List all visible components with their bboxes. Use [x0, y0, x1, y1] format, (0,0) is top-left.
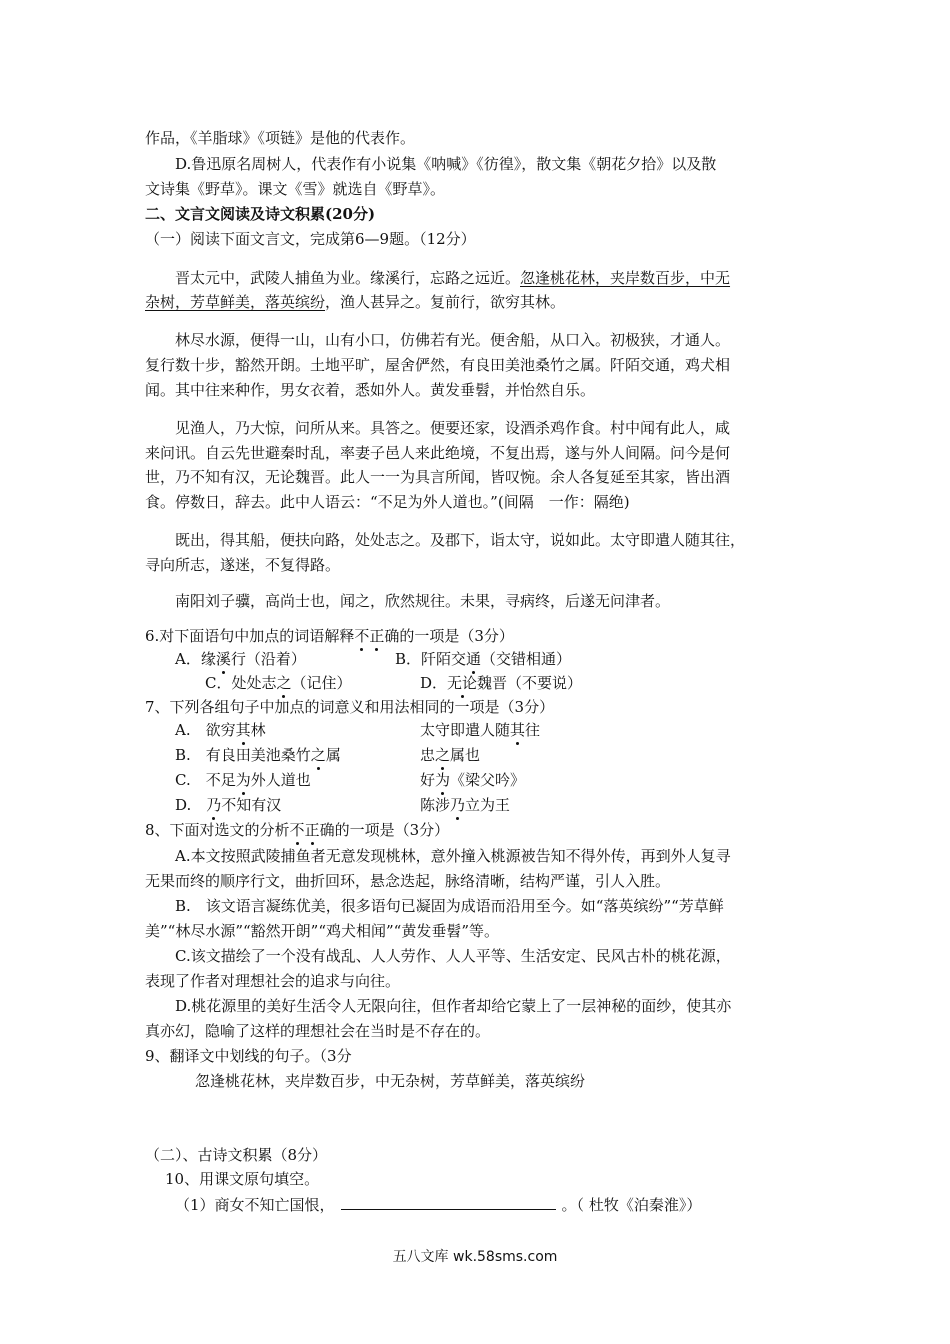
dotted-char: 之 — [435, 746, 451, 764]
option-text: B．阡陌交 — [395, 650, 467, 668]
text-line: D.鲁迅原名周树人，代表作有小说集《呐喊》《彷徨》，散文集《朝花夕拾》以及散 — [175, 155, 717, 173]
fill-in-blank[interactable] — [341, 1195, 556, 1210]
question-8-option-a-cont: 无果而终的顺序行文，曲折回环，悬念迭起，脉络清晰，结构严谨，引人入胜。 — [145, 872, 671, 890]
option-text: 太守即遣人随 — [420, 721, 511, 739]
question-10-item-1 — [175, 1195, 701, 1215]
question-7-option-b-right — [420, 745, 480, 765]
dotted-char: 正 — [304, 821, 320, 839]
question-7-option-a-right — [420, 720, 540, 740]
dotted-char: 之 — [310, 746, 326, 764]
option-text: 忠 — [420, 746, 436, 764]
question-9-stem: 9、翻译文中划线的句子。（3分 — [145, 1047, 352, 1065]
question-6-stem — [145, 626, 514, 646]
question-7-option-a-left — [175, 720, 266, 740]
item-text: （1）商女不知亡国恨， — [175, 1196, 335, 1214]
dotted-char: 乃 — [206, 796, 222, 814]
passage-line — [145, 292, 565, 312]
question-9-sentence: 忽逢桃花林，夹岸数百步，中无杂树，芳草鲜美，落英缤纷 — [195, 1072, 586, 1090]
option-text: C．处处志 — [205, 674, 277, 692]
passage-line: 闻。其中往来种作，男女衣着，悉如外人。黄发垂髫，并怡然自乐。 — [145, 381, 596, 399]
passage-line: 见渔人，乃大惊，问所从来。具答之。便要还家，设酒杀鸡作食。村中闻有此人，咸 — [175, 419, 731, 437]
question-6-option-d — [420, 673, 582, 693]
passage-line: 复行数十步，豁然开朗。土地平旷，屋舍俨然，有良田美池桑竹之属。阡陌交通，鸡犬相 — [145, 356, 731, 374]
dotted-char: 溪 — [215, 650, 231, 668]
passage-line: 南阳刘子骥，高尚士也，闻之，欣然规往。未果，寻病终，后遂无问津者。 — [175, 592, 671, 610]
passage-line — [175, 268, 730, 288]
question-8-option-b-cont: 美”“林尽水源”“豁然开朗”“鸡犬相闻”“黄发垂髫”等。 — [145, 922, 500, 940]
question-8-option-c: C.该文描绘了一个没有战乱、人人劳作、人人平等、生活安定、民风古朴的桃花源， — [175, 947, 731, 965]
stem-text: 确的一项是（3分） — [384, 627, 514, 645]
option-text: A. 欲穷 — [175, 721, 236, 739]
question-7-option-c-left — [175, 770, 311, 790]
question-6-option-c — [205, 673, 352, 693]
question-6-option-b — [395, 649, 571, 669]
option-text: （交错相通） — [481, 650, 572, 668]
question-7-option-b-left — [175, 745, 341, 765]
passage-text: ，渔人甚异之。复前行，欲穷其林。 — [325, 293, 566, 311]
dotted-char: 乃 — [450, 796, 466, 814]
dotted-char: 无论 — [447, 674, 478, 692]
option-text: 陈涉 — [420, 796, 451, 814]
question-7-stem: 7、下列各组句子中加点的词意义和用法相同的一项是（3分） — [145, 698, 555, 716]
question-7-option-d-left — [175, 795, 281, 815]
question-6-option-a — [175, 649, 306, 669]
passage-text: 晋太元中，武陵人捕鱼为业。缘溪行，忘路之远近。 — [175, 269, 521, 287]
question-8-option-d: D.桃花源里的美好生活令人无限向往，但作者却给它蒙上了一层神秘的面纱，使其亦 — [175, 997, 732, 1015]
dotted-char: 为 — [435, 771, 451, 789]
passage-line: 来问讯。自云先世避秦时乱，率妻子邑人来此绝境，不复出焉，遂与外人间隔。问今是何 — [145, 444, 731, 462]
option-text: C. 不足 — [175, 771, 236, 789]
text-line: 文诗集《野草》。课文《雪》就选自《野草》。 — [145, 180, 446, 198]
underlined-sentence: 忽逢桃花林，夹岸数百步，中无 — [520, 269, 731, 287]
option-text: 属 — [325, 746, 341, 764]
option-text: 魏晋（不要说） — [477, 674, 583, 692]
stem-text: 确的一项是（3分） — [319, 821, 450, 839]
passage-line: 食。停数日，辞去。此中人语云：“不足为外人道也。”(间隔 一作：隔绝) — [145, 493, 630, 511]
option-text: 外人道也 — [250, 771, 311, 789]
option-text: 《梁父吟》 — [450, 771, 526, 789]
dotted-char: 之 — [276, 674, 292, 692]
section-heading: 二、文言文阅读及诗文积累(20分) — [145, 205, 376, 223]
stem-text: 6.对下面语句中加点的词语解释 — [145, 627, 355, 645]
question-10-stem: 10、用课文原句填空。 — [165, 1170, 320, 1188]
item-text: 。（ 杜牧《泊秦淮》） — [561, 1196, 702, 1214]
option-text: 不知有汉 — [221, 796, 282, 814]
option-text: D. — [175, 796, 207, 814]
option-text: （记住） — [291, 674, 352, 692]
question-8-option-d-cont: 真亦幻，隐喻了这样的理想社会在当时是不存在的。 — [145, 1022, 491, 1040]
dotted-char: 其 — [235, 721, 251, 739]
dotted-char: 不 — [354, 627, 370, 645]
passage-line: 寻向所志，遂迷，不复得路。 — [145, 556, 341, 574]
page-footer: 五八文库 wk.58sms.com — [392, 1249, 558, 1265]
passage-line: 世，乃不知有汉，无论魏晋。此人一一为具言所闻，皆叹惋。余人各复延至其家，皆出酒 — [145, 468, 731, 486]
option-text: 往 — [525, 721, 541, 739]
question-8-stem — [145, 820, 449, 840]
dotted-char: 不 — [289, 821, 305, 839]
dotted-char: 为 — [235, 771, 251, 789]
option-text: 好 — [420, 771, 436, 789]
passage-line: 林尽水源，便得一山，山有小口，仿佛若有光。便舍船，从口入。初极狭，才通人。 — [175, 331, 731, 349]
subsection-heading: （一）阅读下面文言文，完成第6—9题。（12分） — [145, 230, 476, 248]
question-8-option-c-cont: 表现了作者对理想社会的追求与向往。 — [145, 972, 401, 990]
option-text: D． — [420, 674, 448, 692]
question-8-option-a: A.本文按照武陵捕鱼者无意发现桃林，意外撞入桃源被告知不得外传，再到外人复寻 — [175, 847, 731, 865]
stem-text: 8、下面对选文的分析 — [145, 821, 290, 839]
option-text: 行（沿着） — [230, 650, 306, 668]
text-line: 作品，《羊脂球》《项链》是他的代表作。 — [145, 129, 416, 147]
dotted-char: 其 — [510, 721, 526, 739]
dotted-char: 正 — [369, 627, 385, 645]
option-text: A．缘 — [175, 650, 216, 668]
part-2-heading: （二）、古诗文积累（8分） — [145, 1146, 328, 1164]
question-7-option-c-right — [420, 770, 525, 790]
dotted-char: 通 — [466, 650, 482, 668]
option-text: B. 有良田美池桑竹 — [175, 746, 311, 764]
option-text: 属也 — [450, 746, 481, 764]
option-text: 林 — [250, 721, 266, 739]
passage-line: 既出，得其船，便扶向路，处处志之。及郡下，诣太守，说如此。太守即遣人随其往， — [175, 531, 746, 549]
question-8-option-b: B. 该文语言凝练优美，很多语句已凝固为成语而沿用至今。如“落英缤纷”“芳草鲜 — [175, 897, 724, 915]
question-7-option-d-right — [420, 795, 510, 815]
underlined-sentence: 杂树，芳草鲜美，落英缤纷 — [145, 293, 326, 311]
option-text: 立为王 — [465, 796, 511, 814]
